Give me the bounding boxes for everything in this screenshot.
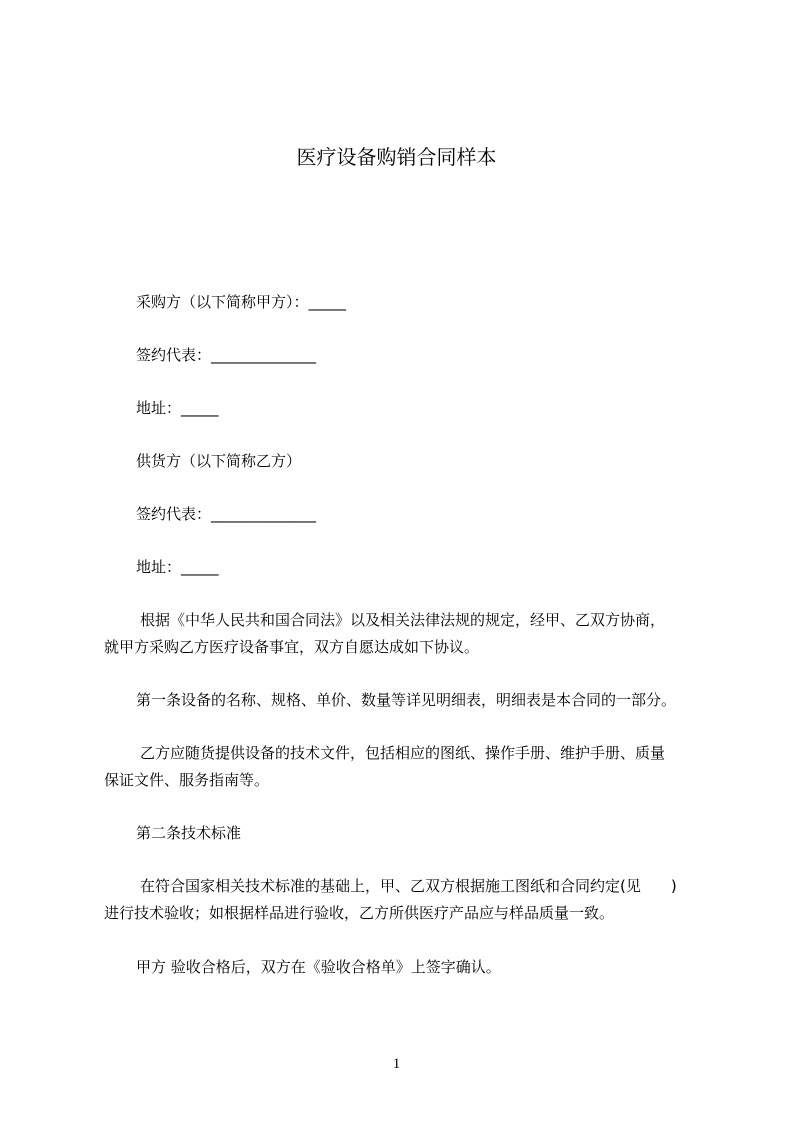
- supplier-address-line: 地址：_____: [136, 558, 219, 576]
- standard-line-1: 在符合国家相关技术标准的基础上，甲、乙双方根据施工图纸和合同约定(见 ): [140, 877, 677, 895]
- buyer-representative-line: 签约代表：______________: [136, 346, 317, 364]
- document-title: 医疗设备购销合同样本: [296, 145, 497, 169]
- article-1: 第一条设备的名称、规格、单价、数量等详见明细表，明细表是本合同的一部分。: [136, 691, 677, 709]
- buyer-line: 采购方（以下简称甲方）：_____: [136, 293, 347, 311]
- preamble-line-1: 根据《中华人民共和国合同法》以及相关法律法规的规定，经甲、乙双方协商，: [140, 611, 666, 629]
- buyer-address-line: 地址：_____: [136, 399, 219, 417]
- tech-docs-line-2: 保证文件、服务指南等。: [104, 771, 270, 789]
- tech-docs-line-1: 乙方应随货提供设备的技术文件，包括相应的图纸、操作手册、维护手册、质量: [140, 744, 666, 762]
- article-2-heading: 第二条技术标准: [136, 824, 242, 842]
- standard-line-2: 进行技术验收；如根据样品进行验收，乙方所供医疗产品应与样品质量一致。: [104, 904, 615, 922]
- page-number: 1: [392, 1056, 401, 1072]
- supplier-representative-line: 签约代表：______________: [136, 505, 317, 523]
- acceptance-line: 甲方 验收合格后，双方在《验收合格单》上签字确认。: [136, 958, 501, 976]
- supplier-line: 供货方（以下简称乙方）: [136, 452, 302, 470]
- preamble-line-2: 就甲方采购乙方医疗设备事宜，双方自愿达成如下协议。: [104, 638, 480, 656]
